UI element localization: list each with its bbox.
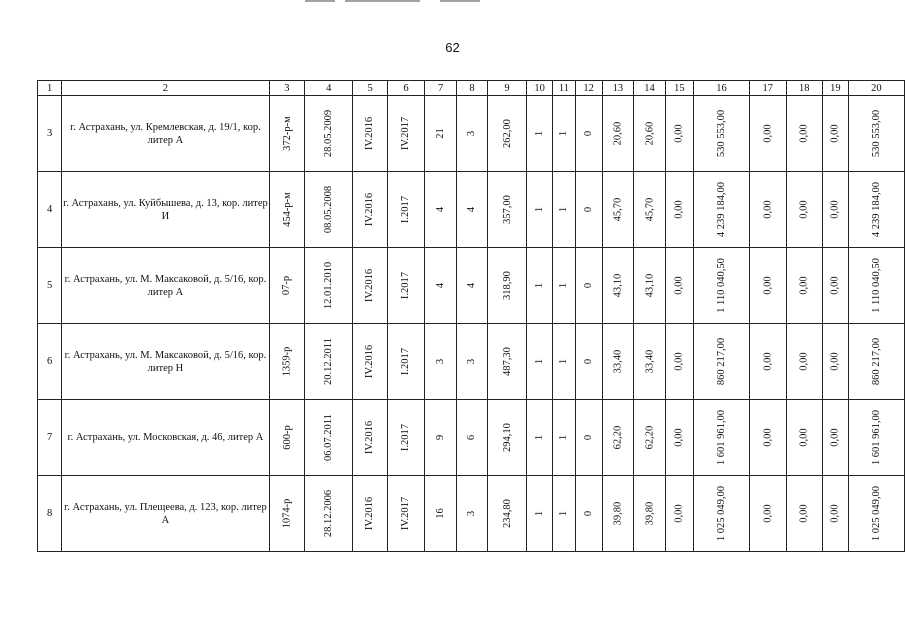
cell-col-1: 6 (38, 324, 62, 400)
cell-text: 860 217,00 (870, 337, 882, 386)
cell-col-3 (269, 248, 305, 324)
cell-text: 1 (534, 434, 546, 441)
cell-col-11 (553, 400, 576, 476)
cell-col-12 (575, 172, 602, 248)
cell-text: 0,00 (673, 352, 685, 371)
cell-col-18 (786, 324, 823, 400)
cell-col-11 (553, 248, 576, 324)
column-header-19: 19 (823, 81, 849, 96)
cell-col-4 (305, 248, 353, 324)
cell-text: 1 (534, 206, 546, 213)
cell-col-8 (456, 476, 487, 552)
cell-col-16 (693, 400, 749, 476)
cell-text: 20.12.2011 (323, 338, 335, 385)
cell-col-14 (634, 324, 666, 400)
cell-text: 1 110 040,50 (870, 258, 882, 313)
cell-col-4 (305, 400, 353, 476)
cell-text: 39,80 (643, 501, 655, 526)
cell-text: 0,00 (798, 504, 810, 523)
cell-col-18 (786, 476, 823, 552)
cell-col-1: 8 (38, 476, 62, 552)
cell-text: 0 (583, 282, 595, 289)
cell-text: 21 (435, 128, 447, 139)
cell-text: 0,00 (829, 124, 841, 143)
cell-text: 1 110 040,50 (715, 258, 727, 313)
cell-text: 1074-р (281, 498, 293, 529)
cell-text: 3 (466, 510, 478, 517)
cell-col-5 (353, 324, 387, 400)
cell-text: 1 025 049,00 (715, 485, 727, 542)
cell-text: 0,00 (798, 124, 810, 143)
cell-col-20 (848, 476, 904, 552)
cell-col-11 (553, 96, 576, 172)
cell-text: 33,40 (643, 349, 655, 374)
cell-col-7 (425, 248, 457, 324)
cell-col-4 (305, 476, 353, 552)
cell-text: 530 553,00 (870, 109, 882, 158)
column-header-5: 5 (353, 81, 387, 96)
cell-col-13 (602, 400, 634, 476)
cell-text: 43,10 (612, 273, 624, 298)
cell-text: 0,00 (829, 276, 841, 295)
cell-text: I.2017 (400, 423, 412, 452)
cell-col-13 (602, 96, 634, 172)
cell-col-2: г. Астрахань, ул. Кремлевская, д. 19/1, кор. литер А (62, 96, 269, 172)
cell-text: 0,00 (798, 352, 810, 371)
cell-col-13 (602, 324, 634, 400)
cell-col-19 (823, 96, 849, 172)
cell-col-19 (823, 400, 849, 476)
cell-text: 0,00 (673, 124, 685, 143)
column-header-14: 14 (634, 81, 666, 96)
column-header-15: 15 (665, 81, 693, 96)
scan-artifact (345, 0, 420, 2)
cell-col-19 (823, 324, 849, 400)
cell-text: 4 239 184,00 (870, 181, 882, 238)
cell-col-19 (823, 172, 849, 248)
cell-text: IV.2017 (400, 496, 412, 531)
cell-col-5 (353, 96, 387, 172)
cell-text: 39,80 (612, 501, 624, 526)
cell-col-11 (553, 324, 576, 400)
cell-text: 530 553,00 (715, 109, 727, 158)
page-number: 62 (445, 40, 460, 55)
cell-col-9 (487, 96, 526, 172)
cell-text: 1 (534, 510, 546, 517)
column-header-8: 8 (456, 81, 487, 96)
cell-text: 0,00 (829, 428, 841, 447)
cell-col-16 (693, 324, 749, 400)
cell-col-6 (387, 96, 424, 172)
cell-col-13 (602, 172, 634, 248)
cell-col-20 (848, 96, 904, 172)
cell-text: 45,70 (612, 197, 624, 222)
cell-col-19 (823, 476, 849, 552)
cell-text: 07-р (281, 275, 293, 296)
cell-col-12 (575, 476, 602, 552)
cell-col-10 (527, 324, 553, 400)
cell-text: IV.2016 (364, 420, 376, 455)
cell-col-8 (456, 96, 487, 172)
cell-col-2: г. Астрахань, ул. Плещеева, д. 123, кор. литер А (62, 476, 269, 552)
cell-col-1: 7 (38, 400, 62, 476)
table-row (38, 248, 905, 324)
cell-col-17 (750, 172, 787, 248)
cell-text: 318,90 (501, 271, 513, 300)
cell-text: 6 (466, 434, 478, 441)
cell-text: 62,20 (643, 425, 655, 450)
column-header-17: 17 (750, 81, 787, 96)
cell-text: 62,20 (612, 425, 624, 450)
cell-col-7 (425, 96, 457, 172)
cell-col-15 (665, 476, 693, 552)
cell-text: IV.2016 (364, 496, 376, 531)
cell-text: 45,70 (643, 197, 655, 222)
cell-col-11 (553, 476, 576, 552)
cell-text: 0,00 (798, 200, 810, 219)
cell-col-18 (786, 400, 823, 476)
cell-col-15 (665, 96, 693, 172)
cell-col-17 (750, 324, 787, 400)
cell-text: 1 601 961,00 (870, 409, 882, 466)
cell-text: 0,00 (762, 200, 774, 219)
cell-text: 06.07.2011 (323, 414, 335, 461)
cell-col-20 (848, 172, 904, 248)
cell-text: 4 (435, 282, 447, 289)
column-header-10: 10 (527, 81, 553, 96)
cell-col-7 (425, 400, 457, 476)
cell-text: 0,00 (762, 352, 774, 371)
cell-col-16 (693, 476, 749, 552)
column-header-1: 1 (38, 81, 62, 96)
cell-text: 0 (583, 434, 595, 441)
cell-text: 1 (534, 358, 546, 365)
cell-text: 20,60 (612, 121, 624, 146)
cell-text: 0,00 (798, 428, 810, 447)
cell-col-18 (786, 172, 823, 248)
column-header-18: 18 (786, 81, 823, 96)
cell-col-13 (602, 248, 634, 324)
cell-text: I.2017 (400, 271, 412, 300)
cell-text: 28.12.2006 (323, 489, 335, 538)
cell-text: 0,00 (762, 276, 774, 295)
cell-text: 1 025 049,00 (870, 485, 882, 542)
cell-col-7 (425, 172, 457, 248)
cell-col-15 (665, 324, 693, 400)
cell-col-20 (848, 324, 904, 400)
cell-text: 1 (558, 206, 570, 213)
cell-text: 1 (558, 434, 570, 441)
cell-text: 1 (558, 358, 570, 365)
cell-text: 0 (583, 358, 595, 365)
table-row (38, 400, 905, 476)
cell-text: 20,60 (643, 121, 655, 146)
cell-text: 4 (466, 206, 478, 213)
cell-text: 3 (435, 358, 447, 365)
cell-text: 487,30 (501, 347, 513, 376)
cell-col-5 (353, 248, 387, 324)
cell-col-1: 4 (38, 172, 62, 248)
cell-col-3 (269, 476, 305, 552)
cell-text: 600-р (281, 425, 293, 450)
cell-col-6 (387, 476, 424, 552)
cell-col-4 (305, 324, 353, 400)
column-header-3: 3 (269, 81, 305, 96)
cell-col-14 (634, 248, 666, 324)
cell-col-18 (786, 248, 823, 324)
cell-text: 4 (435, 206, 447, 213)
cell-text: IV.2016 (364, 192, 376, 227)
cell-col-16 (693, 172, 749, 248)
cell-col-15 (665, 172, 693, 248)
cell-col-16 (693, 96, 749, 172)
cell-col-3 (269, 96, 305, 172)
cell-col-3 (269, 400, 305, 476)
cell-col-13 (602, 476, 634, 552)
cell-col-6 (387, 172, 424, 248)
cell-col-10 (527, 476, 553, 552)
cell-text: 1359-р (281, 346, 293, 377)
cell-text: IV.2016 (364, 116, 376, 151)
cell-col-2: г. Астрахань, ул. М. Максаковой, д. 5/16, кор. литер Н (62, 324, 269, 400)
table-row (38, 476, 905, 552)
cell-col-15 (665, 400, 693, 476)
cell-col-8 (456, 324, 487, 400)
cell-col-20 (848, 248, 904, 324)
cell-text: 0,00 (829, 352, 841, 371)
cell-text: I.2017 (400, 347, 412, 376)
cell-col-9 (487, 476, 526, 552)
cell-text: 1 (534, 282, 546, 289)
column-header-16: 16 (693, 81, 749, 96)
cell-col-3 (269, 172, 305, 248)
cell-col-16 (693, 248, 749, 324)
column-header-20: 20 (848, 81, 904, 96)
cell-col-3 (269, 324, 305, 400)
cell-text: IV.2016 (364, 268, 376, 303)
cell-col-19 (823, 248, 849, 324)
column-header-4: 4 (305, 81, 353, 96)
table-row (38, 172, 905, 248)
cell-text: 0,00 (829, 200, 841, 219)
cell-col-15 (665, 248, 693, 324)
cell-text: 3 (466, 130, 478, 137)
cell-col-6 (387, 248, 424, 324)
cell-text: 454-р-м (281, 192, 293, 227)
cell-col-17 (750, 96, 787, 172)
data-table (37, 80, 905, 552)
cell-col-10 (527, 400, 553, 476)
column-header-11: 11 (553, 81, 576, 96)
scan-artifact (305, 0, 335, 2)
cell-text: 372-р-м (281, 116, 293, 151)
cell-text: 28.05.2009 (323, 109, 335, 158)
cell-col-9 (487, 324, 526, 400)
cell-col-9 (487, 248, 526, 324)
cell-text: 294,10 (501, 423, 513, 452)
cell-text: 0,00 (798, 276, 810, 295)
cell-col-9 (487, 172, 526, 248)
column-header-13: 13 (602, 81, 634, 96)
table-header-row (38, 81, 905, 96)
cell-col-6 (387, 324, 424, 400)
cell-col-17 (750, 476, 787, 552)
cell-col-10 (527, 248, 553, 324)
cell-col-1: 3 (38, 96, 62, 172)
cell-text: 12.01.2010 (323, 261, 335, 310)
cell-text: 1 601 961,00 (715, 409, 727, 466)
column-header-7: 7 (425, 81, 457, 96)
cell-col-6 (387, 400, 424, 476)
cell-col-7 (425, 476, 457, 552)
cell-text: 1 (534, 130, 546, 137)
cell-col-12 (575, 400, 602, 476)
cell-text: 0,00 (673, 428, 685, 447)
column-header-9: 9 (487, 81, 526, 96)
cell-text: 08.05.2008 (323, 185, 335, 234)
cell-text: 0,00 (673, 504, 685, 523)
cell-col-17 (750, 400, 787, 476)
cell-col-10 (527, 172, 553, 248)
cell-col-2: г. Астрахань, ул. М. Максаковой, д. 5/16, кор. литер А (62, 248, 269, 324)
cell-text: 0,00 (762, 124, 774, 143)
table-body (38, 96, 905, 552)
cell-col-12 (575, 324, 602, 400)
cell-col-20 (848, 400, 904, 476)
cell-text: 0,00 (829, 504, 841, 523)
cell-text: 0,00 (762, 504, 774, 523)
cell-text: 4 (466, 282, 478, 289)
cell-col-4 (305, 172, 353, 248)
cell-text: 0,00 (673, 276, 685, 295)
cell-col-14 (634, 96, 666, 172)
cell-text: 0 (583, 130, 595, 137)
cell-text: 262,00 (501, 119, 513, 148)
cell-col-2: г. Астрахань, ул. Московская, д. 46, литер А (62, 400, 269, 476)
cell-col-2: г. Астрахань, ул. Куйбышева, д. 13, кор. литер И (62, 172, 269, 248)
cell-text: 1 (558, 282, 570, 289)
cell-col-11 (553, 172, 576, 248)
cell-text: 9 (435, 434, 447, 441)
cell-text: 1 (558, 510, 570, 517)
cell-text: 357,00 (501, 195, 513, 224)
cell-col-1: 5 (38, 248, 62, 324)
cell-text: IV.2017 (400, 116, 412, 151)
scan-artifact (440, 0, 480, 2)
cell-col-8 (456, 172, 487, 248)
cell-col-14 (634, 172, 666, 248)
cell-text: 33,40 (612, 349, 624, 374)
cell-col-18 (786, 96, 823, 172)
cell-text: 0,00 (673, 200, 685, 219)
cell-col-9 (487, 400, 526, 476)
cell-col-5 (353, 172, 387, 248)
cell-text: 0 (583, 510, 595, 517)
cell-text: 16 (435, 508, 447, 519)
table-row (38, 324, 905, 400)
cell-text: 3 (466, 358, 478, 365)
cell-col-12 (575, 96, 602, 172)
cell-text: 860 217,00 (715, 337, 727, 386)
cell-col-12 (575, 248, 602, 324)
cell-col-7 (425, 324, 457, 400)
cell-col-5 (353, 400, 387, 476)
cell-text: 1 (558, 130, 570, 137)
cell-text: 0 (583, 206, 595, 213)
cell-col-10 (527, 96, 553, 172)
cell-text: IV.2016 (364, 344, 376, 379)
cell-col-4 (305, 96, 353, 172)
cell-col-14 (634, 400, 666, 476)
cell-col-8 (456, 248, 487, 324)
column-header-12: 12 (575, 81, 602, 96)
cell-text: I.2017 (400, 195, 412, 224)
cell-col-17 (750, 248, 787, 324)
column-header-6: 6 (387, 81, 424, 96)
cell-text: 4 239 184,00 (715, 181, 727, 238)
cell-col-14 (634, 476, 666, 552)
column-header-2: 2 (62, 81, 269, 96)
table-row (38, 96, 905, 172)
cell-col-5 (353, 476, 387, 552)
cell-col-8 (456, 400, 487, 476)
cell-text: 0,00 (762, 428, 774, 447)
cell-text: 234,80 (501, 499, 513, 528)
cell-text: 43,10 (643, 273, 655, 298)
